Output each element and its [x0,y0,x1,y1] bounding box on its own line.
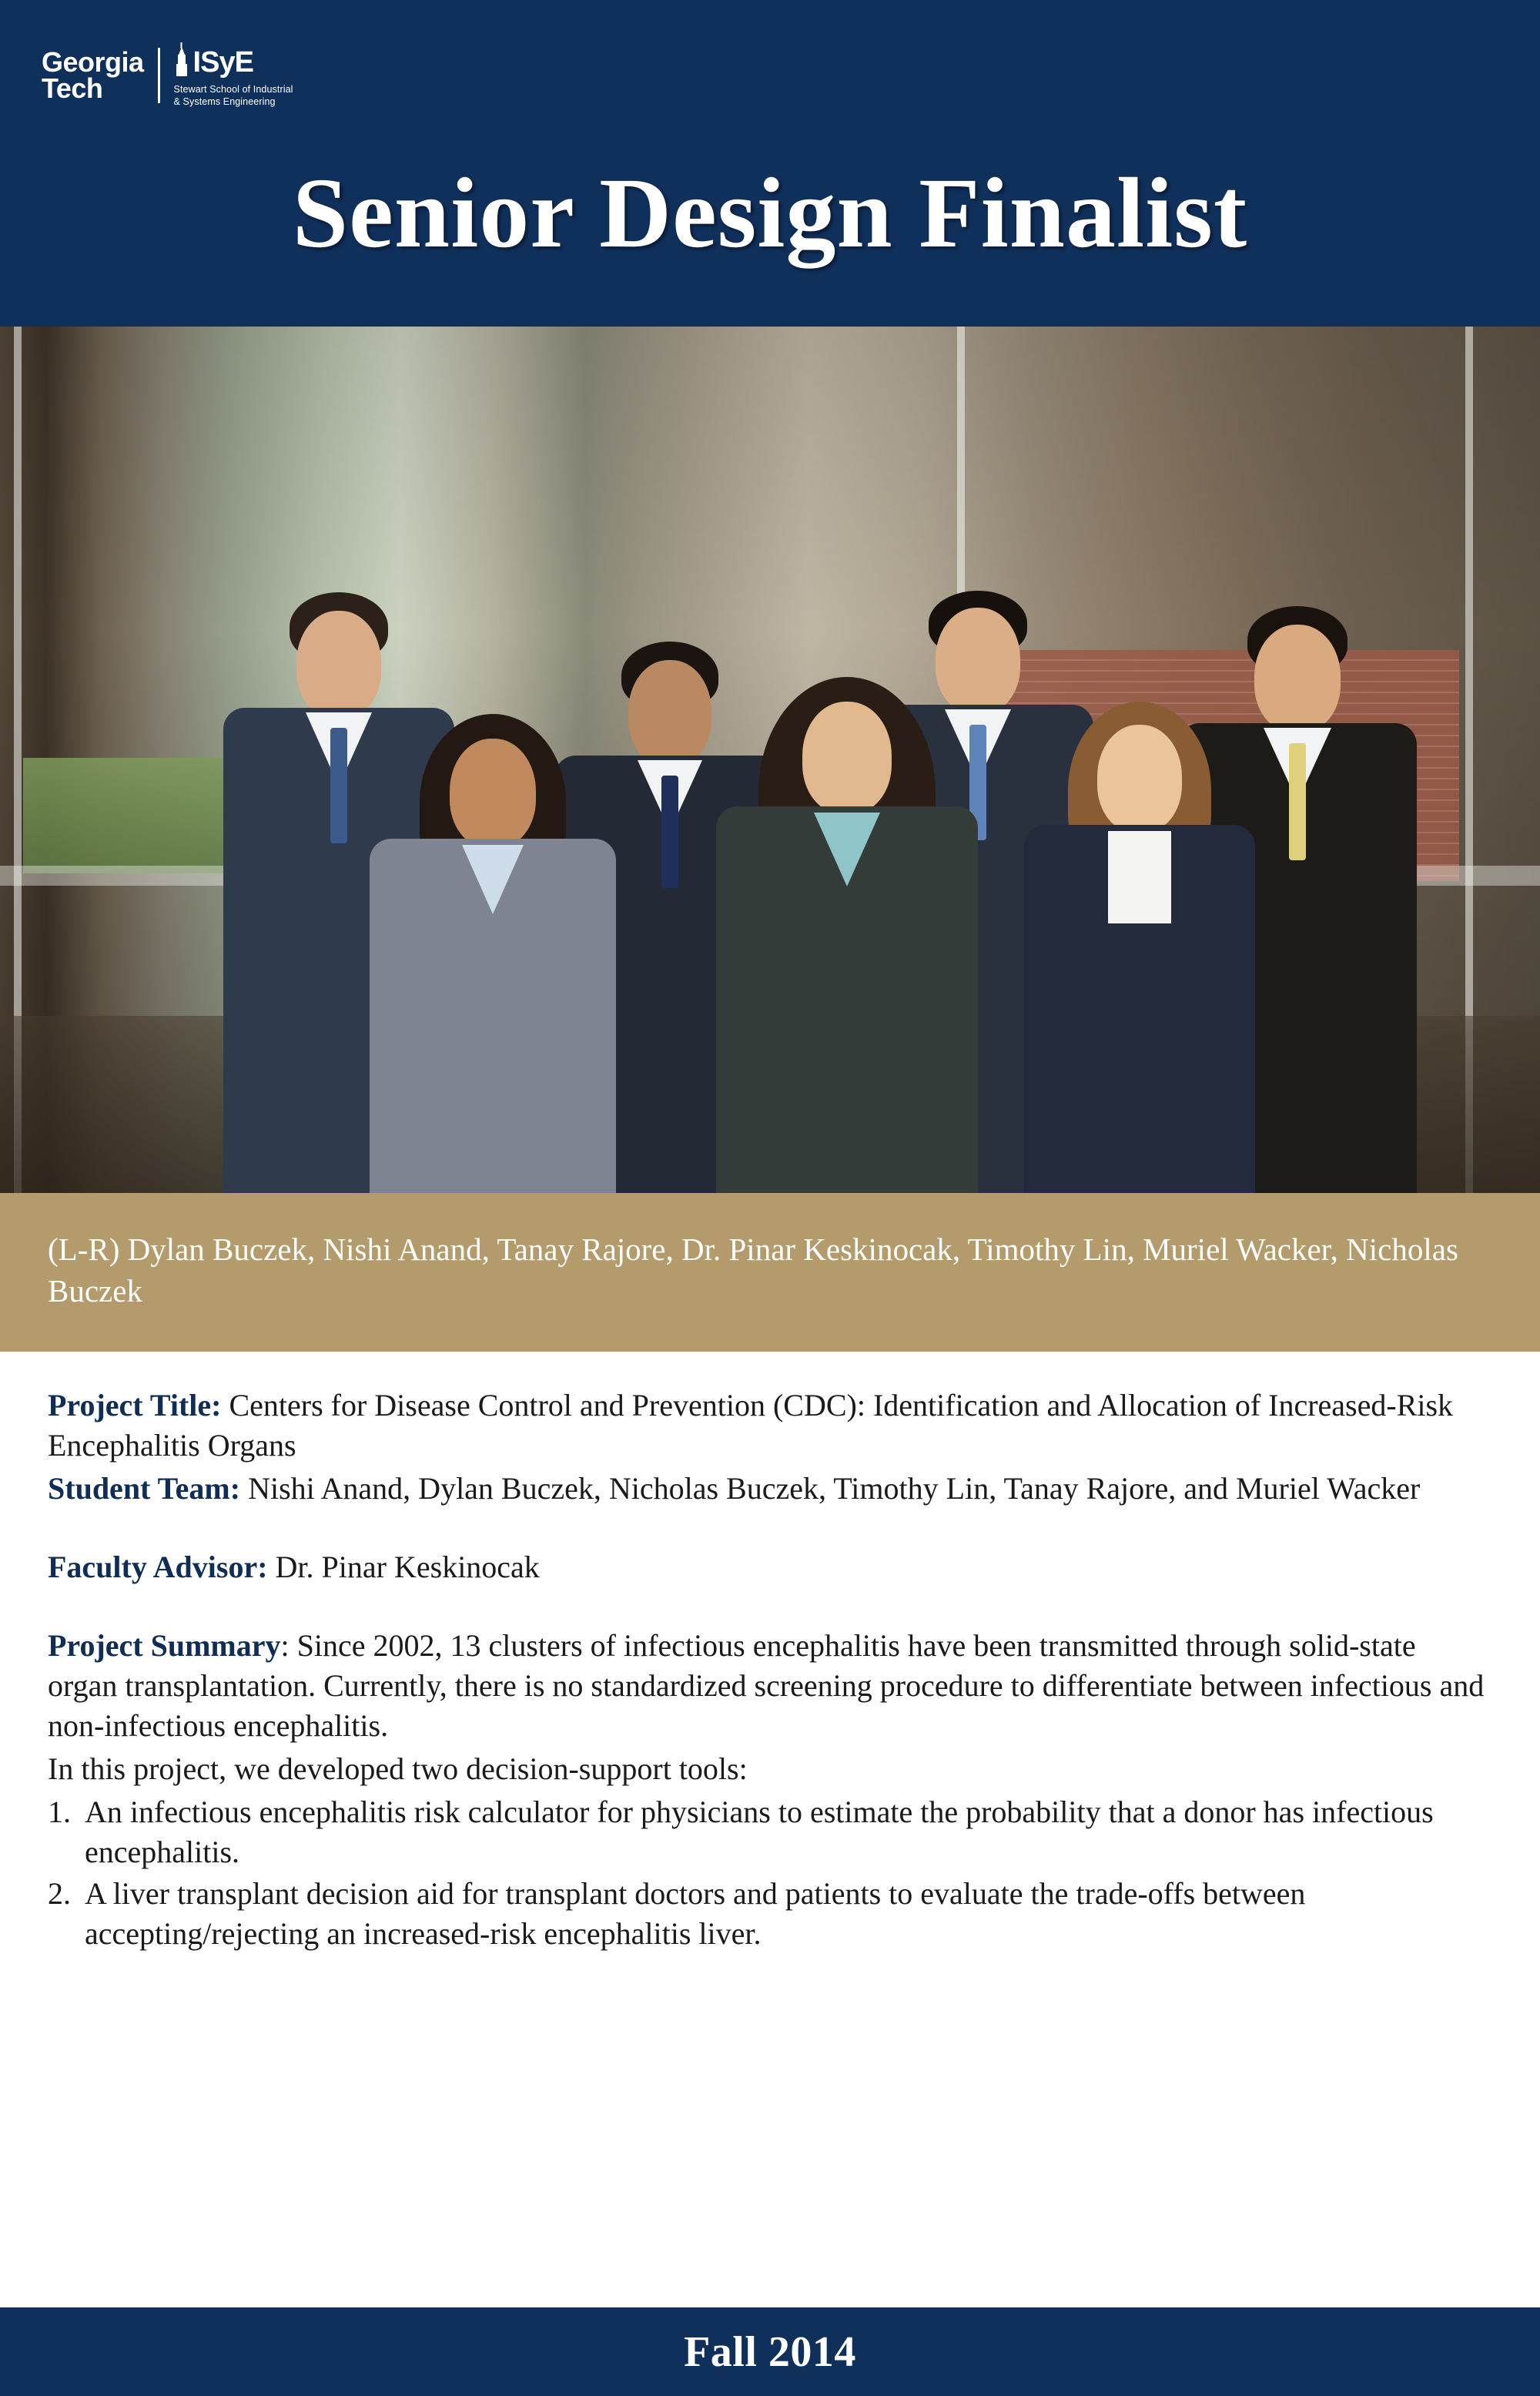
gt-logo-line1: Georgia [42,45,144,78]
person-front-right [1024,654,1255,1193]
decision-tools-list [48,1792,1492,1954]
list-item [48,1874,1492,1954]
gt-logo-line2: Tech [42,72,103,104]
isye-subtitle-line1: Stewart School of Industrial [173,84,293,96]
student-team-value: Nishi Anand, Dylan Buczek, Nicholas Buczek, Timothy Lin, Tanay Rajore, and Muriel Wacker [240,1471,1421,1506]
person-front-left [370,654,616,1193]
isye-subtitle [174,84,293,108]
faculty-advisor-label: Faculty Advisor: [48,1550,268,1585]
poster-header [0,0,1540,327]
team-photo [0,327,1540,1193]
spacer [48,1512,1492,1547]
isye-wordmark-text: ISyE [192,46,253,79]
tech-tower-icon [174,42,189,82]
photo-lawn [23,758,223,873]
student-team-label: Student Team: [48,1471,241,1506]
institution-logo [42,43,293,108]
georgia-tech-wordmark [42,45,144,104]
faculty-advisor-value: Dr. Pinar Keskinocak [267,1550,540,1585]
project-summary-row [48,1626,1492,1746]
photo-caption-band [0,1193,1540,1352]
list-item-text: An infectious encephalitis risk calculator for physicians to estimate the probability that a donor has infectious encephalitis. [85,1794,1434,1870]
project-summary-value: : Since 2002, 13 clusters of infectious encephalitis have been transmitted through solid-state organ transplantation. Currently, there is no standardized screening procedure to differentiate between infectious and non-infectious encephalitis. [48,1628,1485,1744]
term-label: Fall 2014 [684,2327,856,2376]
student-team-row [48,1469,1492,1509]
photo-caption: (L-R) Dylan Buczek, Nishi Anand, Tanay Rajore, Dr. Pinar Keskinocak, Timothy Lin, Muriel Wacker, Nicholas Buczek [48,1232,1458,1309]
list-item [48,1792,1492,1872]
logo-divider [158,48,160,103]
project-summary-line2: In this project, we developed two decision-support tools: [48,1751,748,1787]
poster-footer [0,2307,1540,2396]
spacer [48,1590,1492,1626]
project-summary-label: Project Summary [48,1628,281,1664]
list-item-text: A liver transplant decision aid for transplant doctors and patients to evaluate the trade-offs between accepting/rejecting an increased-risk encephalitis liver. [85,1876,1306,1952]
project-title-row [48,1386,1492,1466]
project-title-value: Centers for Disease Control and Prevention (CDC): Identification and Allocation of Increased-Risk Encephalitis Organs [48,1388,1454,1463]
list-item-number: 2. [48,1876,71,1912]
project-title-label: Project Title: [48,1388,222,1423]
poster-body [0,1352,1540,1954]
faculty-advisor-row [48,1547,1492,1587]
page-title: Senior Design Finalist [292,158,1248,269]
isye-subtitle-line2: & Systems Engineering [173,96,276,107]
isye-wordmark-row [174,42,293,82]
list-item-number: 1. [48,1794,71,1830]
isye-logo [174,42,293,108]
person-front-center [716,623,978,1193]
